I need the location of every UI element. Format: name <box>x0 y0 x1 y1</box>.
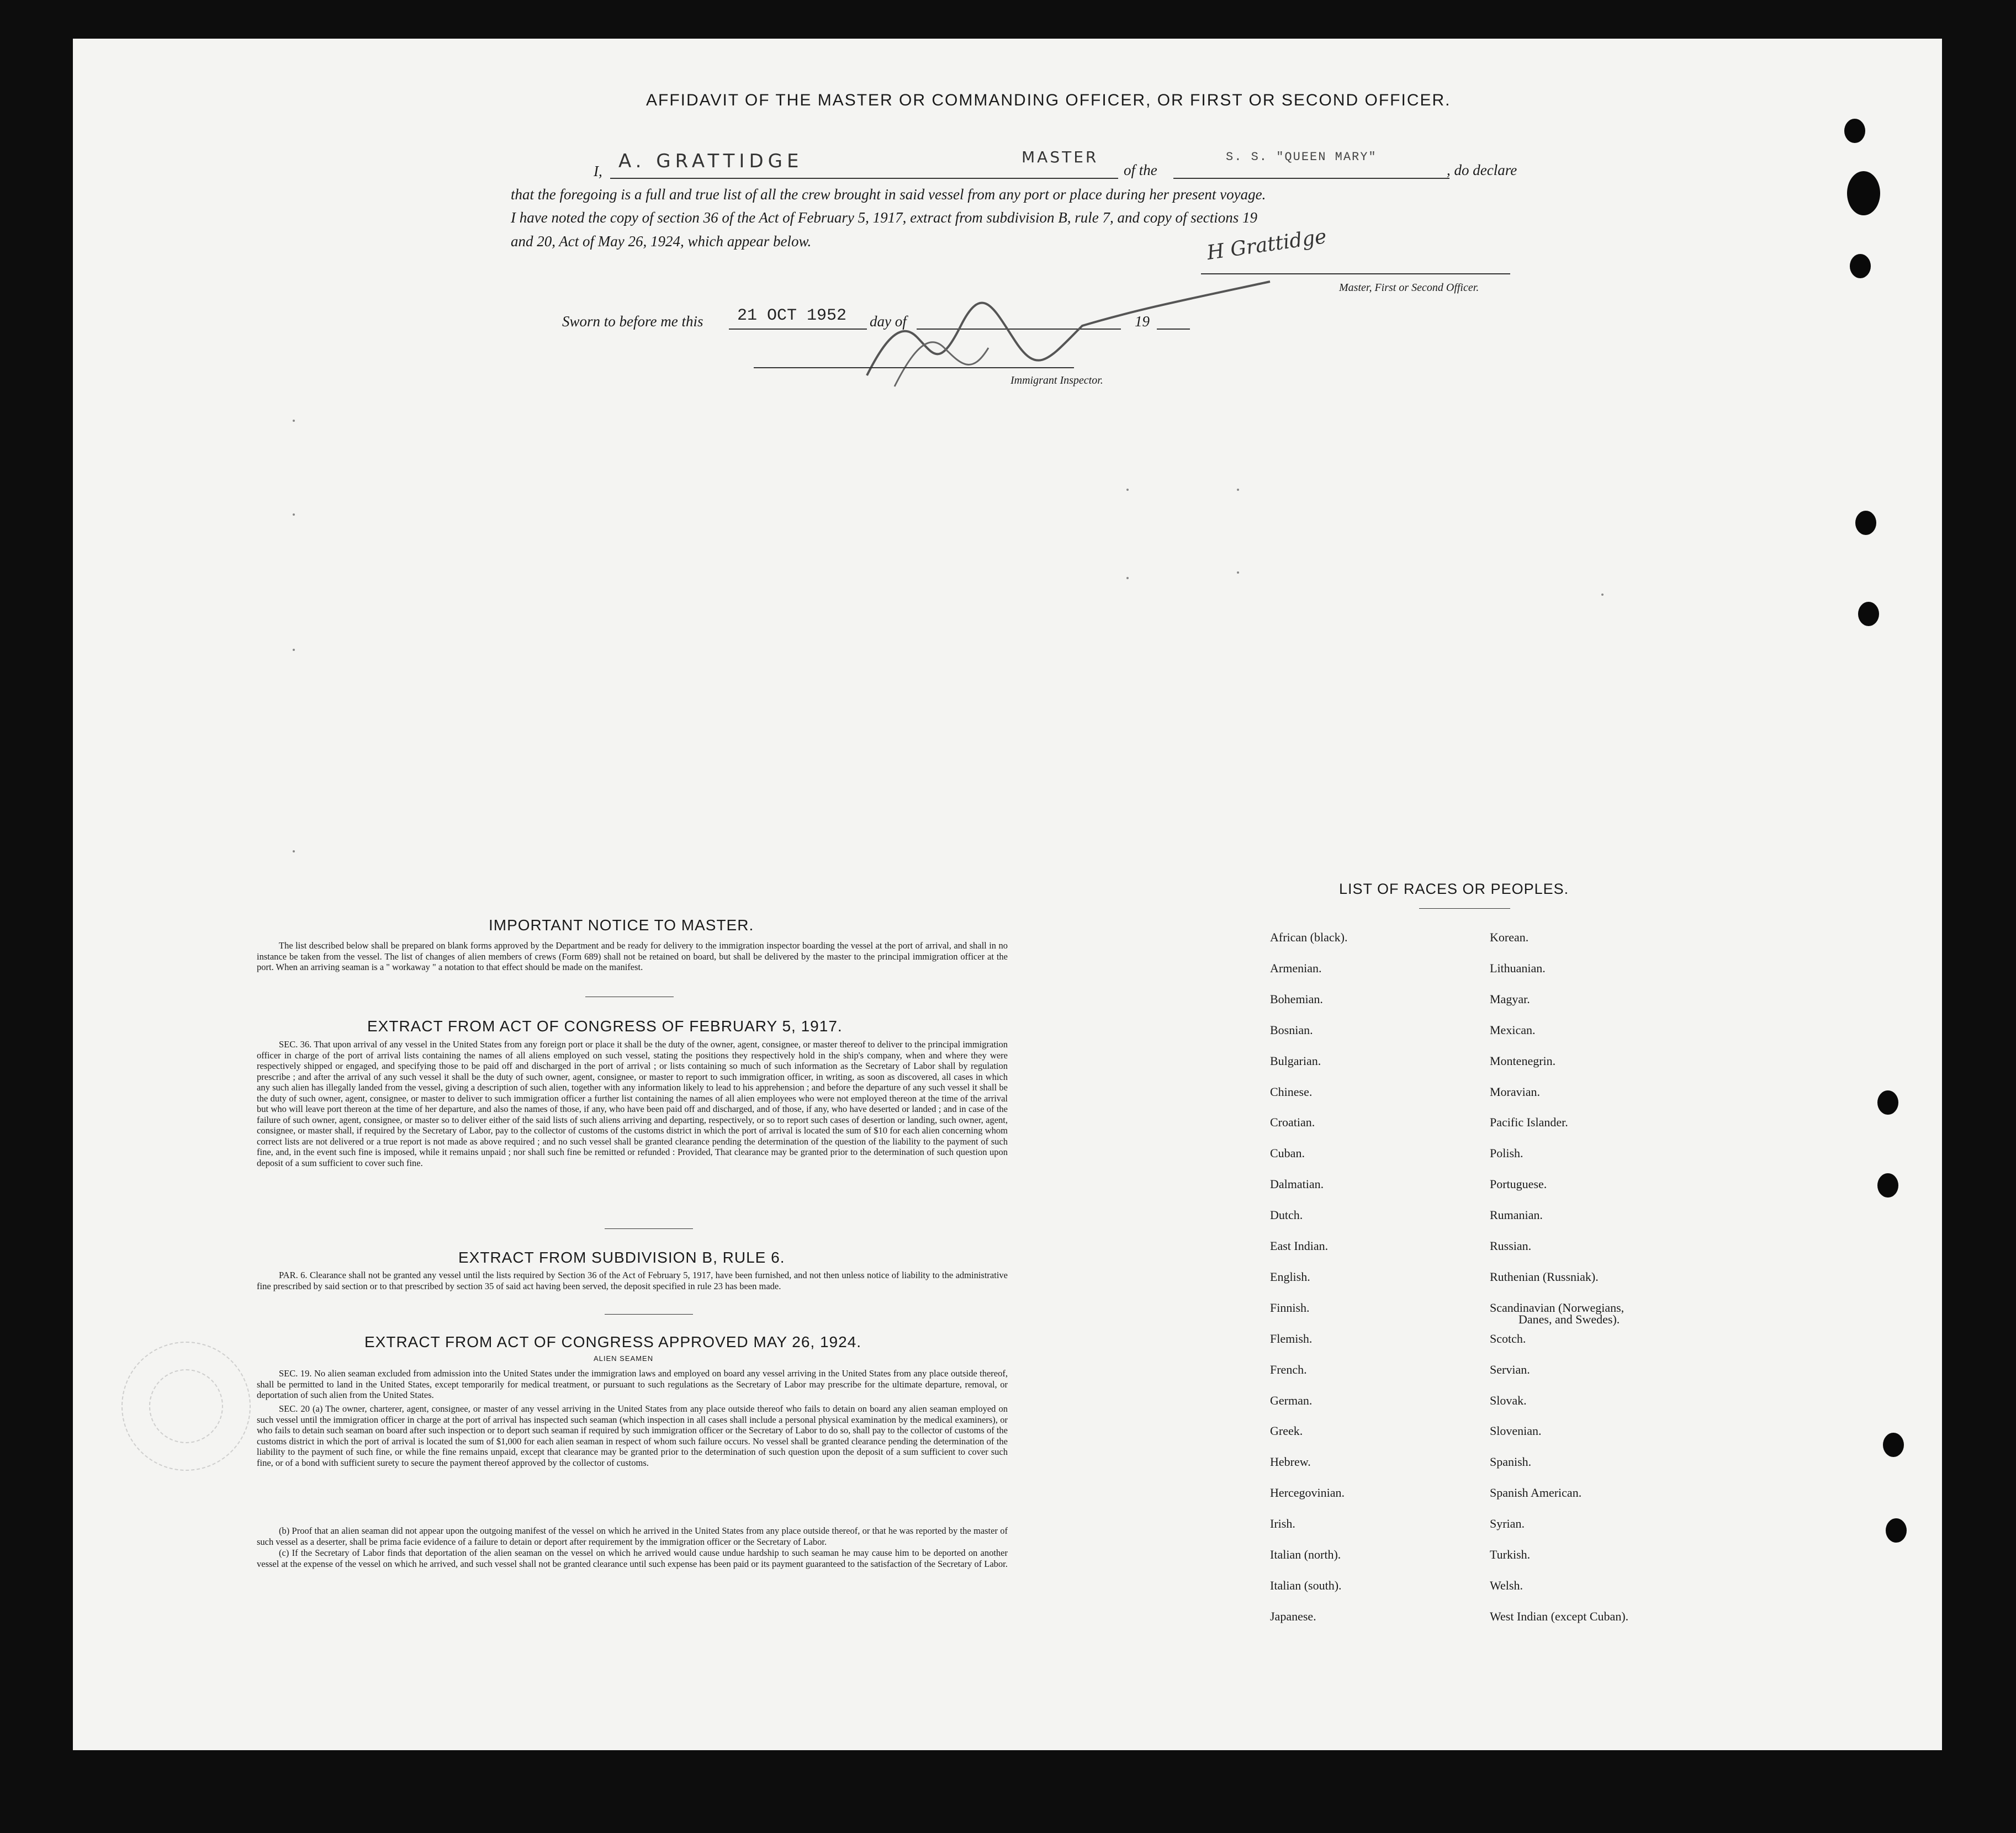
race-item: French. <box>1270 1362 1307 1376</box>
race-item: African (black). <box>1270 930 1348 944</box>
section-divider <box>605 1314 693 1315</box>
sec-20c-body: (c) If the Secretary of Labor finds that deportation of the alien seaman on the vessel on which he arrived would cause undue hardship to such seaman he may cause him to be deported on another vessel at the expense of the vessel on which he arrived, and such vessel shall not be granted clearance until such expense has been paid or its payment guaranteed to the satisfaction of the Secretary of Labor. <box>257 1548 1008 1569</box>
race-item: Spanish. <box>1490 1455 1532 1469</box>
binding-hole <box>1877 1173 1898 1198</box>
race-item: West Indian (except Cuban). <box>1490 1609 1629 1623</box>
signature-line <box>1201 273 1510 274</box>
print-dot <box>293 420 295 422</box>
race-item: Bosnian. <box>1270 1023 1313 1037</box>
extract-1917-heading: EXTRACT FROM ACT OF CONGRESS OF FEBRUARY 5, 1917. <box>367 1018 843 1035</box>
race-item: Mexican. <box>1490 1023 1536 1037</box>
race-item: Russian. <box>1490 1239 1532 1253</box>
race-item: Flemish. <box>1270 1331 1313 1345</box>
race-item: Irish. <box>1270 1517 1295 1531</box>
binding-hole <box>1886 1518 1907 1543</box>
race-item: Scotch. <box>1490 1331 1526 1345</box>
binding-hole <box>1847 171 1880 215</box>
print-dot <box>1126 489 1129 491</box>
binding-hole <box>1858 602 1879 626</box>
declaration-i: I, <box>594 163 602 179</box>
race-item: East Indian. <box>1270 1239 1329 1253</box>
print-dot <box>293 513 295 516</box>
sec-19-body: SEC. 19. No alien seaman excluded from admission into the United States under the immigration laws and employed on board any vessel arriving in the United States from any place outside thereof, shall be permitted to land in the United States, except temporarily for medical treatment, or pursuant to such regulations as the Secretary of Labor may prescribe for the ultimate departure, removal, or deportation of such alien from the United States. <box>257 1368 1008 1400</box>
race-item: Bulgarian. <box>1270 1053 1321 1068</box>
race-item: Finnish. <box>1270 1300 1310 1315</box>
declaration-line-2: that the foregoing is a full and true list of all the crew brought in said vessel from any port or place during her present voyage. <box>511 186 1266 203</box>
print-dot <box>1126 577 1129 579</box>
master-name-handwritten: A. GRATTIDGE <box>618 150 803 172</box>
subdivision-b-heading: EXTRACT FROM SUBDIVISION B, RULE 6. <box>458 1249 785 1266</box>
vessel-name-typed: S. S. "QUEEN MARY" <box>1226 150 1377 164</box>
race-item: Scandinavian (Norwegians, <box>1490 1300 1625 1315</box>
race-item: Portuguese. <box>1490 1177 1547 1191</box>
race-item: English. <box>1270 1269 1310 1284</box>
binding-hole <box>1844 119 1865 143</box>
race-item: Italian (north). <box>1270 1548 1341 1561</box>
race-item: Hercegovinian. <box>1270 1486 1345 1500</box>
alien-seamen-subheading: ALIEN SEAMEN <box>594 1354 654 1363</box>
declaration-line-3: I have noted the copy of section 36 of the Act of February 5, 1917, extract from subdivision B, rule 7, and copy of sections 19 <box>511 209 1257 226</box>
inspector-caption: Immigrant Inspector. <box>1010 374 1103 386</box>
race-item: Korean. <box>1490 930 1529 944</box>
print-dot <box>1237 571 1239 574</box>
race-item: Turkish. <box>1490 1548 1531 1561</box>
race-item: Dutch. <box>1270 1208 1303 1222</box>
declaration-line-4: and 20, Act of May 26, 1924, which appear below. <box>511 233 812 250</box>
print-dot <box>293 850 295 852</box>
binding-hole <box>1850 254 1871 278</box>
faint-seal-inner <box>149 1369 223 1443</box>
sworn-prefix: Sworn to before me this <box>562 313 703 330</box>
race-item: Moravian. <box>1490 1084 1541 1099</box>
race-item: Hebrew. <box>1270 1455 1311 1469</box>
day-of-text: day of <box>870 313 907 330</box>
race-item: Japanese. <box>1270 1609 1316 1623</box>
subdivision-b-body: PAR. 6. Clearance shall not be granted any vessel until the lists required by Section 36 of the Act of February 5, 1917, have been furnished, and not then unless notice of liability to the administrative fine prescribed by said section or to that prescribed by section 35 of said act having been served, the deposit specified in rule 23 has been made. <box>257 1270 1008 1291</box>
declaration-do-declare: , do declare <box>1447 162 1517 178</box>
binding-hole <box>1883 1433 1904 1457</box>
vessel-line <box>1173 178 1449 179</box>
print-dot <box>293 649 295 651</box>
inspector-line <box>754 367 1074 368</box>
race-item: Croatian. <box>1270 1115 1315 1130</box>
race-item: Dalmatian. <box>1270 1177 1324 1191</box>
race-item: Servian. <box>1490 1362 1530 1376</box>
race-item: German. <box>1270 1393 1313 1407</box>
sworn-date-line <box>729 329 867 330</box>
extract-1917-body: SEC. 36. That upon arrival of any vessel in the United States from any foreign port or place it shall be the duty of the owner, agent, consignee, or master thereof to deliver to the principal immigration officer in charge of the port of arrival lists containing the names of all aliens employed on such vessel, stating the positions they respectively hold in the ship's company, when and where they were respectively shipped or engaged, and specifying those to be paid off and discharged in the port of arrival ; or lists containing so much of such information as the Secretary of Labor shall by regulation prescribe ; and after the arrival of any such vessel it shall be the duty of such owner, agent, consignee, or master to report to such immigration officer, in writing, as soon as discovered, all cases in which any such alien has illegally landed from the vessel, giving a description of such alien, together with any information likely to lead to his apprehension ; and before the departure of any such vessel it shall be the duty of such owner, agent, consignee, or master to deliver to such immigration officer a further list containing the names of all alien employees who were not employed thereon at the time of the arrival but who will leave port thereon at the time of her departure, and also the names of those, if any, who have been paid off and discharged, and of those, if any, who have deserted or landed ; and in case of the failure of such owner, agent, consignee, or master so to deliver either of the said lists of such aliens arriving and departing, respectively, or so to report such cases of desertion or landing, such owner, agent, consignee, or master shall, if required by the Secretary of Labor, pay to the collector of customs of the customs district in which the port of arrival is located the sum of $10 for each alien concerning whom correct lists are not delivered or a true report is not made as above required ; and no such vessel shall be granted clearance pending the determination of the question of the liability to the payment of such fine, and, in the event such fine is imposed, while it remains unpaid ; nor shall such fine be remitted or refunded : Provided, That clearance may be granted prior to the determination of such question upon deposit of a sum sufficient to cover such fine. <box>257 1039 1008 1168</box>
race-item: Slovenian. <box>1490 1424 1542 1438</box>
race-scandinavian-continued: Danes, and Swedes). <box>1518 1312 1620 1326</box>
race-item: Syrian. <box>1490 1517 1525 1531</box>
sworn-date-stamp: 21 OCT 1952 <box>737 306 847 325</box>
signature-caption: Master, First or Second Officer. <box>1339 282 1479 294</box>
notice-body: The list described below shall be prepared on blank forms approved by the Department and be ready for delivery to the immigration inspector boarding the vessel at the port of arrival, and shall in no instance be taken from the vessel. The list of changes of alien members of crews (Form 689) shall not be retained on board, but shall be delivered by the master to the principal immigration officer at the port. When an arriving seaman is a " workaway " a notation to that effect should be made on the manifest. <box>257 940 1008 972</box>
race-item: Polish. <box>1490 1146 1523 1161</box>
race-item: Italian (south). <box>1270 1578 1342 1592</box>
race-item: Rumanian. <box>1490 1208 1543 1222</box>
binding-hole <box>1877 1090 1898 1115</box>
race-item: Chinese. <box>1270 1084 1313 1099</box>
rank-handwritten: MASTER <box>1022 148 1099 166</box>
race-item: Armenian. <box>1270 961 1322 975</box>
races-heading: LIST OF RACES OR PEOPLES. <box>1339 881 1569 897</box>
affidavit-title: AFFIDAVIT OF THE MASTER OR COMMANDING OFFICER, OR FIRST OR SECOND OFFICER. <box>646 91 1451 109</box>
declaration-of-the: of the <box>1124 162 1157 178</box>
notice-heading: IMPORTANT NOTICE TO MASTER. <box>489 916 754 934</box>
binding-hole <box>1855 511 1876 535</box>
sec-20a-body: SEC. 20 (a) The owner, charterer, agent, consignee, or master of any vessel arriving in the United States from any place outside thereof who fails to detain on board any alien seaman employed on such vessel until the immigration officer in charge at the port of arrival has inspected such seaman (which inspection in all cases shall include a personal physical examination by the medical examiners), or who fails to detain such seaman on board after such inspection or to deport such seaman if required by such immigration officer or the Secretary of Labor to do so, shall pay to the collector of customs of the customs district in which the port of arrival is located the sum of $1,000 for each alien seaman in respect of whom such failure occurs. No vessel shall be granted clearance pending the determination of the liability to the payment of such fine, or while the fine remains unpaid, except that clearance may be granted prior to the determination of such question upon the deposit of a sum sufficient to cover such fine, or of a bond with sufficient surety to secure the payment thereof approved by the collector of customs. <box>257 1403 1008 1468</box>
race-item: Magyar. <box>1490 992 1530 1006</box>
race-item: Ruthenian (Russniak). <box>1490 1269 1599 1284</box>
races-heading-underline <box>1419 908 1510 909</box>
print-dot <box>1601 594 1604 596</box>
race-item: Lithuanian. <box>1490 961 1546 975</box>
name-line <box>610 178 1118 179</box>
race-item: Greek. <box>1270 1424 1303 1438</box>
race-item: Slovak. <box>1490 1393 1527 1407</box>
section-divider <box>605 1228 693 1229</box>
race-item: Montenegrin. <box>1490 1053 1556 1068</box>
race-item: Cuban. <box>1270 1146 1305 1161</box>
print-dot <box>1237 489 1239 491</box>
race-item: Pacific Islander. <box>1490 1115 1568 1130</box>
race-item: Bohemian. <box>1270 992 1323 1006</box>
race-item: Spanish American. <box>1490 1486 1582 1500</box>
race-item: Welsh. <box>1490 1578 1523 1592</box>
extract-1924-heading: EXTRACT FROM ACT OF CONGRESS APPROVED MAY 26, 1924. <box>364 1333 862 1350</box>
master-signature: H Grattidge <box>1205 225 1328 264</box>
year-prefix: 19 <box>1135 313 1150 330</box>
sec-20b-body: (b) Proof that an alien seaman did not appear upon the outgoing manifest of the vessel on which he arrived in the United States from any place outside thereof, or that he was reported by the master of such vessel as a deserter, shall be prima facie evidence of a failure to detain or deport after requirement by the immigration officer or the Secretary of Labor. <box>257 1525 1008 1547</box>
